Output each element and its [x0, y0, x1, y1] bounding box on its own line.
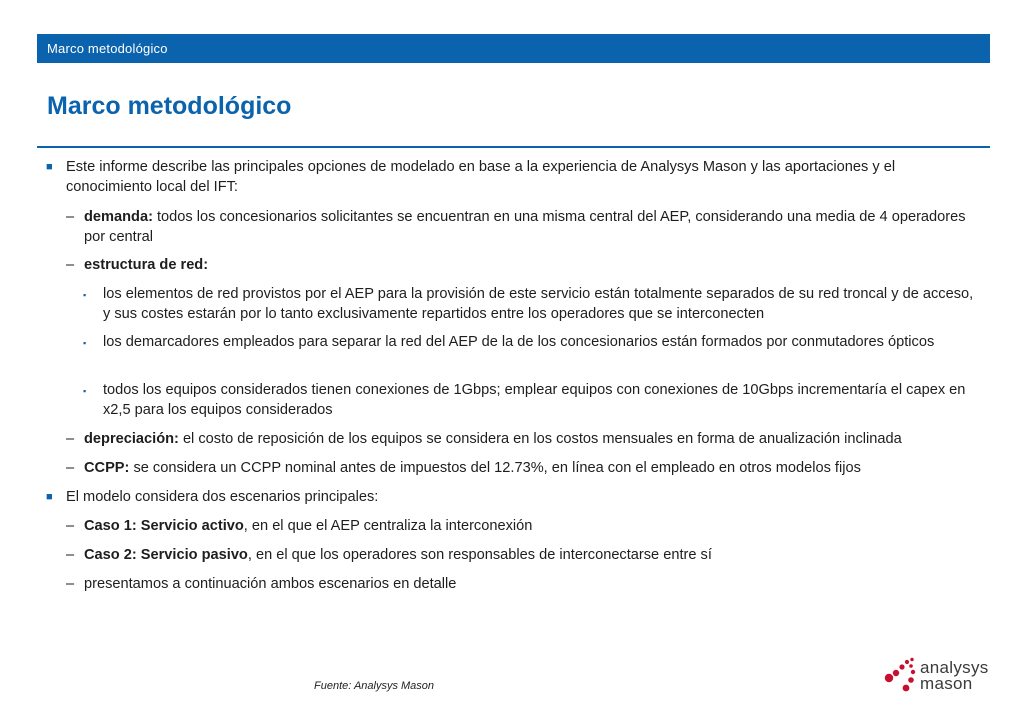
- item-depreciacion-text: el costo de reposición de los equipos se considera en los costos mensuales en forma de anualización inclinada: [178, 431, 902, 447]
- dash-bullet-icon: –: [66, 518, 75, 534]
- analysys-mason-logo: [884, 657, 994, 697]
- item-caso1-label: Caso 1: Servicio activo: [84, 518, 244, 534]
- title-divider: [37, 146, 990, 148]
- small-square-bullet-icon: ▪: [83, 290, 87, 300]
- logo-wordmark-line2: mason: [920, 674, 973, 693]
- subitem-equipos: [83, 381, 978, 420]
- logo-wordmark: [920, 660, 989, 692]
- small-square-bullet-icon: ▪: [83, 338, 87, 348]
- bullet-intro: [46, 158, 976, 197]
- item-ccpp-text: se considera un CCPP nominal antes de impuestos del 12.73%, en línea con el empleado en otros modelos fijos: [129, 460, 861, 476]
- footer-source: Fuente: Analysys Mason: [314, 680, 435, 692]
- subitem-elementos-text: los elementos de red provistos por el AEP para la provisión de este servicio están totalmente separados de su red troncal y de acceso, y sus costes estarán por lo tanto exclusivamente repartidos entre los operadores que se interconecten: [103, 286, 974, 322]
- page-title: Marco metodológico: [47, 92, 292, 120]
- subitem-demarcadores: [83, 333, 978, 353]
- square-bullet-icon: ■: [46, 491, 53, 503]
- subitem-demarcadores-text: los demarcadores empleados para separar la red del AEP de la de los concesionarios están formados por conmutadores ópticos: [103, 334, 935, 350]
- small-square-bullet-icon: ▪: [83, 386, 87, 396]
- item-caso1-text: , en el que el AEP centraliza la interconexión: [243, 518, 533, 534]
- dash-bullet-icon: –: [66, 460, 75, 476]
- dash-bullet-icon: –: [66, 209, 75, 225]
- item-presentamos: [66, 575, 979, 595]
- bullet-intro-text: Este informe describe las principales opciones de modelado en base a la experiencia de Analysys Mason y las aportaciones y el conocimiento local del IFT:: [66, 159, 896, 195]
- item-depreciacion: [66, 430, 979, 450]
- item-demanda-text: todos los concesionarios solicitantes se encuentran en una misma central del AEP, considerando una media de 4 operadores por central: [84, 209, 966, 245]
- dash-bullet-icon: –: [66, 431, 75, 447]
- subitem-equipos-text: todos los equipos considerados tienen conexiones de 1Gbps; emplear equipos con conexiones de 10Gbps incrementaría el capex en x2,5 para los equipos considerados: [103, 382, 966, 418]
- item-caso2: [66, 546, 979, 566]
- bullet-escenarios: [46, 488, 976, 508]
- dash-bullet-icon: –: [66, 257, 75, 273]
- square-bullet-icon: ■: [46, 161, 53, 173]
- dash-bullet-icon: –: [66, 576, 75, 592]
- dash-bullet-icon: –: [66, 547, 75, 563]
- subitem-elementos: [83, 285, 978, 324]
- item-ccpp: [66, 459, 979, 479]
- item-demanda: [66, 208, 979, 247]
- item-estructura: [66, 256, 979, 276]
- item-ccpp-label: CCPP:: [84, 460, 130, 476]
- item-presentamos-text: presentamos a continuación ambos escenarios en detalle: [84, 576, 457, 592]
- item-demanda-label: demanda:: [84, 209, 153, 225]
- header-section-label: Marco metodológico: [47, 41, 168, 56]
- logo-dots-icon: [884, 657, 920, 697]
- item-depreciacion-label: depreciación:: [84, 431, 179, 447]
- header-bar: [37, 34, 990, 63]
- item-caso1: [66, 517, 979, 537]
- bullet-escenarios-text: El modelo considera dos escenarios principales:: [66, 489, 379, 505]
- logo-wordmark-line1: analysys: [920, 658, 989, 677]
- item-caso2-text: , en el que los operadores son responsables de interconectarse entre sí: [247, 547, 712, 563]
- item-caso2-label: Caso 2: Servicio pasivo: [84, 547, 248, 563]
- item-estructura-label: estructura de red:: [84, 257, 209, 273]
